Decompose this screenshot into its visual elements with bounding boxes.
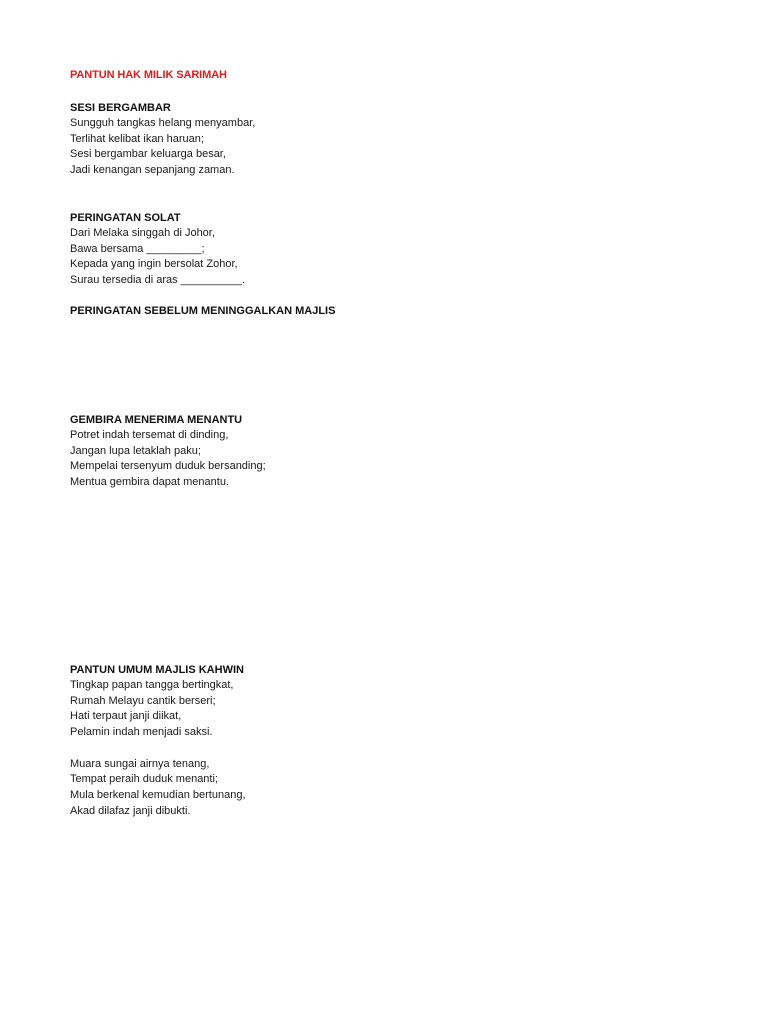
section-heading: PERINGATAN SEBELUM MENINGGALKAN MAJLIS: [70, 305, 336, 317]
section-heading: SESI BERGAMBAR: [70, 102, 171, 114]
verse-line: Bawa bersama _________;: [70, 242, 205, 255]
section-gembira-menerima-menantu: [70, 412, 266, 491]
stanza: [70, 428, 266, 491]
verse-line: Jadi kenangan sepanjang zaman.: [70, 164, 235, 177]
verse-line: Tingkap papan tangga bertingkat,: [70, 679, 234, 691]
verse-line: Dari Melaka singgah di Johor,: [70, 227, 215, 239]
verse-line: Hati terpaut janji diikat,: [70, 710, 182, 723]
verse-line: Mentua gembira dapat menantu.: [70, 476, 229, 489]
section-sesi-bergambar: [70, 100, 255, 179]
section-peringatan-solat: [70, 210, 245, 289]
section-pantun-umum-majlis-kahwin: [70, 662, 246, 819]
verse-line: Sesi bergambar keluarga besar,: [70, 148, 226, 161]
stanza: [70, 678, 246, 741]
stanza: [70, 226, 245, 289]
verse-line: Terlihat kelibat ikan haruan;: [70, 132, 204, 145]
section-peringatan-sebelum-meninggalkan-majlis: [70, 303, 335, 319]
document-title: PANTUN HAK MILIK SARIMAH: [70, 69, 227, 81]
verse-line: Rumah Melayu cantik berseri;: [70, 694, 216, 707]
verse-line: Surau tersedia di aras __________.: [70, 274, 245, 287]
verse-line: Tempat peraih duduk menanti;: [70, 773, 218, 786]
verse-line: Mempelai tersenyum duduk bersanding;: [70, 460, 266, 473]
verse-line: Mula berkenal kemudian bertunang,: [70, 788, 246, 801]
stanza: [70, 757, 246, 820]
section-heading: PANTUN UMUM MAJLIS KAHWIN: [70, 664, 244, 676]
verse-line: Jangan lupa letaklah paku;: [70, 444, 201, 457]
section-heading: PERINGATAN SOLAT: [70, 212, 181, 224]
verse-line: Akad dilafaz janji dibukti.: [70, 804, 191, 817]
section-heading: GEMBIRA MENERIMA MENANTU: [70, 414, 243, 426]
stanza: [70, 116, 255, 179]
verse-line: Potret indah tersemat di dinding,: [70, 429, 229, 441]
verse-line: Kepada yang ingin bersolat Zohor,: [70, 258, 238, 271]
verse-line: Muara sungai airnya tenang,: [70, 757, 210, 770]
verse-line: Sungguh tangkas helang menyambar,: [70, 117, 256, 129]
verse-line: Pelamin indah menjadi saksi.: [70, 726, 213, 739]
